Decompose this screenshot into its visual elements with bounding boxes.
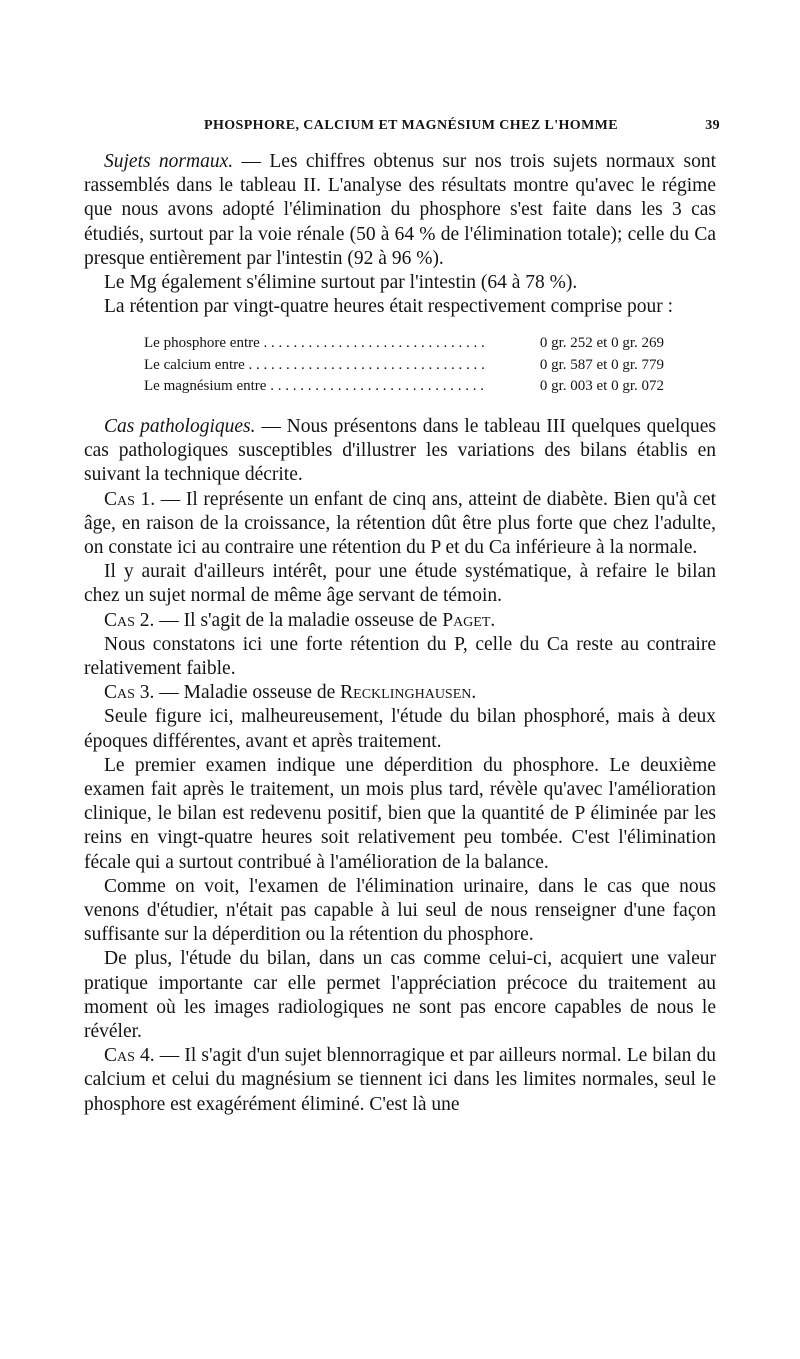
body-text [84, 150, 716, 1117]
retention-value: 0 gr. 252 et 0 gr. 269 [488, 333, 664, 355]
paragraph-mg: Le Mg également s'élimine surtout par l'intestin (64 à 78 %). [104, 272, 578, 294]
retention-value: 0 gr. 587 et 0 gr. 779 [488, 355, 664, 377]
running-title: PHOSPHORE, CALCIUM ET MAGNÉSIUM CHEZ L'HOMME [204, 118, 619, 133]
case-2-label: Cas 2. [104, 609, 155, 631]
normal-subjects-text: — Les chiffres obtenus sur nos trois sujets normaux sont rassemblés dans le tableau II. L'analyse des résultats montre qu'avec le régime que nous avons adopté l'élimination du phosphore s'est faite dans les 3 cas étudiés, surtout par la voie rénale (50 à 64 % de l'élimination totale); celle du Ca presque entièrement par l'intestin (92 à 96 %). [84, 151, 717, 269]
case-2-text-after: . [490, 609, 496, 631]
case-3-name: Recklinghausen [340, 682, 472, 704]
case-1-text: — Il représente un enfant de cinq ans, atteint de diabète. Bien qu'à cet âge, en raison de la croissance, la rétention dût être plus forte que chez l'adulte, on constate ici au contraire une rétention du P et du Ca inférieure à la normale. [84, 488, 716, 558]
pathological-label: Cas pathologiques. [104, 415, 256, 437]
retention-label: Le phosphore entre . . . [144, 333, 488, 355]
case-4-label: Cas 4. [104, 1045, 155, 1067]
pathological-text: — Nous présentons dans le tableau III quelques quelques cas pathologiques susceptibles d'illustrer les variations des bilans établis en suivant la technique décrite. [84, 415, 716, 486]
retention-value: 0 gr. 003 et 0 gr. 072 [488, 376, 664, 398]
normal-subjects-label: Sujets normaux. [104, 151, 234, 172]
retention-row [144, 376, 664, 398]
paragraph-case-3-p4: Comme on voit, l'examen de l'élimination urinaire, dans le cas que nous venons d'étudier, n'était pas capable à lui seul de nous renseigner d'une façon suffisante sur la déperdition ou la rétention du phosphore. [84, 875, 716, 946]
case-1-label: Cas 1. [104, 488, 156, 510]
paragraph-case-2-note: Nous constatons ici une forte rétention du P, celle du Ca reste au contraire relativement faible. [84, 633, 716, 679]
page-number: 39 [705, 118, 720, 133]
paragraph-retention-intro: La rétention par vingt-quatre heures était respectivement comprise pour : [104, 296, 674, 318]
paragraph-pathological [84, 415, 716, 488]
paragraph-case-4 [84, 1044, 716, 1117]
retention-label: Le calcium entre . . . [144, 355, 488, 377]
paragraph-case-3-p5: De plus, l'étude du bilan, dans un cas comme celui-ci, acquiert une valeur pratique importante car elle permet l'appréciation précoce du traitement au moment où les images radiologiques ne sont pas encore capables de nous le révéler. [84, 948, 716, 1042]
paragraph-case-3-p3: Le premier examen indique une déperdition du phosphore. Le deuxième examen fait après le traitement, un mois plus tard, révèle qu'avec l'amélioration clinique, le bilan est redevenu positif, bien que la quantité de P éliminée par les reins en vingt-quatre heures soit relativement peu tombée. C'est l'élimination fécale qui a surtout contribué à l'amélioration de la balance. [84, 754, 716, 873]
retention-row [144, 333, 664, 355]
paragraph-normal-subjects [84, 150, 716, 271]
retention-label: Le magnésium entre . . . [144, 376, 488, 398]
paragraph-case-1 [84, 488, 716, 561]
case-3-text-before: — Maladie osseuse de [154, 682, 341, 704]
paragraph-case-3-p2: Seule figure ici, malheureusement, l'étude du bilan phosphoré, mais à deux époques différentes, avant et après traitement. [84, 706, 716, 752]
retention-list [84, 333, 716, 398]
paragraph-case-1-note: Il y aurait d'ailleurs intérêt, pour une étude systématique, à refaire le bilan chez un sujet normal de même âge servant de témoin. [84, 561, 716, 607]
case-3-text-after: . [471, 682, 477, 704]
retention-row [144, 355, 664, 377]
paragraph-case-2 [84, 609, 716, 633]
case-2-name: Paget [442, 609, 491, 631]
case-2-text-before: — Il s'agit de la maladie osseuse de [154, 609, 443, 631]
paragraph-case-3 [84, 681, 716, 705]
case-3-label: Cas 3. [104, 682, 155, 704]
case-4-text: — Il s'agit d'un sujet blennorragique et par ailleurs normal. Le bilan du calcium et celui du magnésium se tiennent ici dans les limites normales, seul le phosphore est exagérément éliminé. C'est là une [84, 1045, 716, 1115]
